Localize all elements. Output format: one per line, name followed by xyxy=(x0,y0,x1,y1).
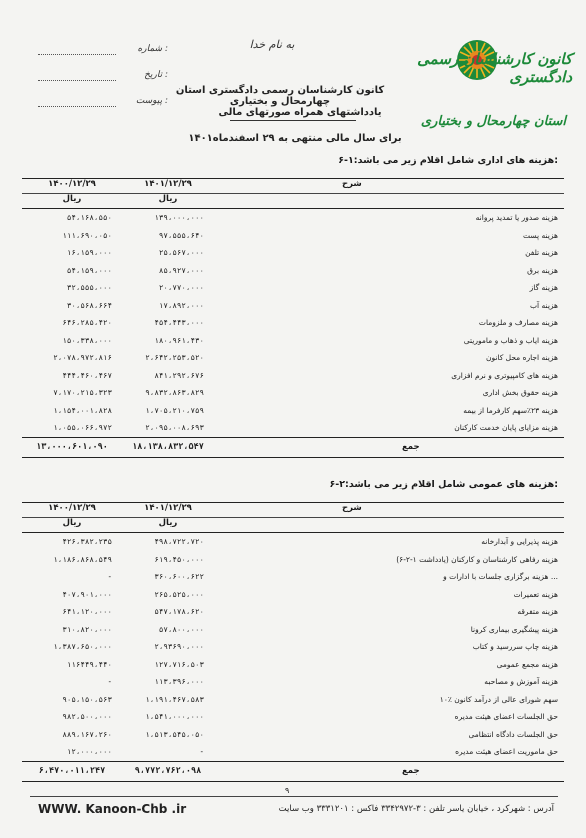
cell-prev xyxy=(22,586,122,604)
cell-prev xyxy=(22,262,122,280)
cell-desc: هزینه گاز xyxy=(529,283,558,292)
cell-desc: هزینه برق xyxy=(527,265,558,275)
value-cur: ۵۴۷،۱۷۸،۶۲۰ xyxy=(154,607,204,616)
bismillah: به نام خدا xyxy=(249,38,295,51)
value-cur: - xyxy=(199,747,204,756)
cell-prev xyxy=(22,673,122,691)
value-prev: ۱۱۱،۶۹۰،۰۵۰ xyxy=(62,230,112,240)
section2-total-cur: ۹،۷۷۲،۷۶۲،۰۹۸ xyxy=(134,765,202,776)
table-row xyxy=(22,673,564,691)
cell-cur xyxy=(122,367,214,385)
section1-unit-cur: ریال xyxy=(158,194,178,204)
cell-desc: هزینه پذیرایی و آبدارخانه xyxy=(481,537,558,546)
cell-cur xyxy=(122,262,214,280)
cell-cur xyxy=(122,603,214,621)
value-cur: ۴۹۸،۷۲۲،۷۲۰ xyxy=(154,537,204,546)
cell-desc: هزینه ایاب و ذهاب و ماموریتی xyxy=(463,335,558,345)
section1-header-row xyxy=(22,179,564,194)
cell-desc: هزینه تلفن xyxy=(525,248,558,257)
header-title-2: یادداشتهای همراه صورتهای مالی xyxy=(218,107,382,118)
section1-total-label: جمع xyxy=(402,441,420,452)
value-cur: ۸۴۱،۲۹۲،۶۷۶ xyxy=(154,370,204,380)
value-cur: ۸۵،۹۲۷،۰۰۰ xyxy=(158,265,204,275)
value-cur: ۹۷،۵۵۵،۶۴۰ xyxy=(158,230,204,240)
value-cur: ۲،۶۴۲،۲۵۳،۵۲۰ xyxy=(145,353,204,362)
value-cur: ۱،۱۹۱،۴۶۷،۵۸۳ xyxy=(145,694,204,704)
value-cur: ۱۲۷،۷۱۶،۵۰۳ xyxy=(154,659,204,669)
cell-desc: هزینه صدور یا تمدید پروانه xyxy=(475,213,558,222)
value-prev: - xyxy=(107,677,112,686)
section1-col-desc: شرح xyxy=(342,179,362,189)
cell-prev xyxy=(22,367,122,385)
section2-rows xyxy=(22,533,564,761)
cell-desc: هزینه متفرقه xyxy=(517,607,558,616)
value-prev: ۱۵۰،۳۳۸،۰۰۰ xyxy=(62,335,112,345)
table-row xyxy=(22,297,564,315)
value-cur: ۱،۵۱۳،۵۴۵،۰۵۰ xyxy=(145,729,204,739)
value-cur: ۳۶۰،۶۰۰،۶۲۲ xyxy=(154,572,204,581)
table-row xyxy=(22,568,564,586)
page-number: ۹ xyxy=(285,786,290,795)
attachment-field xyxy=(38,96,116,107)
section2-total-row xyxy=(22,761,564,781)
section1-title: ۶-۱:هزینه های اداری شامل اقلام زیر می باشد: xyxy=(338,155,558,166)
title-underline xyxy=(230,120,356,121)
value-prev: ۳۱۰،۸۲۰،۰۰۰ xyxy=(62,624,112,634)
value-prev: ۴۲۶،۳۸۲،۲۳۵ xyxy=(62,537,112,546)
value-prev: ۶۴۱،۱۲۰،۰۰۰ xyxy=(62,607,112,616)
cell-prev xyxy=(22,691,122,709)
number-field xyxy=(38,44,116,55)
value-prev: ۳۲،۵۵۵،۰۰۰ xyxy=(66,283,112,292)
table-row xyxy=(22,402,564,420)
cell-desc: هزینه آب xyxy=(530,300,558,310)
table-row xyxy=(22,726,564,744)
value-prev: ۲،۰۷۸،۹۷۲،۸۱۶ xyxy=(53,353,112,362)
section2-title: ۶-۲:هزینه های عمومی شامل اقلام زیر می باشد: xyxy=(329,479,558,490)
table-row xyxy=(22,384,564,402)
section2-total-label: جمع xyxy=(402,765,420,776)
cell-cur xyxy=(122,227,214,245)
value-prev: ۴۴۴،۴۶۰،۴۶۷ xyxy=(62,370,112,380)
table-row xyxy=(22,603,564,621)
address-text: آدرس : شهرکرد ، خیابان یاسر تلفن : ۳-۳۳۴۲۹۷۲ فاکس : ۳۳۳۱۲۰۱ وب سایت xyxy=(278,804,554,814)
cell-desc: هزینه برگزاری جلسات با ادارات و ... xyxy=(443,572,558,581)
cell-cur xyxy=(122,726,214,744)
cell-desc: هزینه های کامپیوتری و نرم افزاری xyxy=(451,370,558,380)
cell-cur xyxy=(122,314,214,332)
date-row xyxy=(38,70,168,84)
table-row xyxy=(22,209,564,227)
section1-unit-row xyxy=(22,194,564,209)
value-prev: ۱۱۶۴۴۹،۴۴۰ xyxy=(66,659,112,669)
cell-prev xyxy=(22,349,122,367)
cell-desc: هزینه تعمیرات xyxy=(513,589,558,599)
value-cur: ۱۱۳،۳۹۶،۰۰۰ xyxy=(154,677,204,686)
value-prev: ۱،۳۸۷،۶۵۰،۰۰۰ xyxy=(53,642,112,651)
value-prev: ۳۰،۵۶۸،۶۶۴ xyxy=(66,300,112,310)
cell-prev xyxy=(22,297,122,315)
cell-cur xyxy=(122,656,214,674)
cell-cur xyxy=(122,332,214,350)
section2-unit-cur: ریال xyxy=(158,518,178,528)
table-row xyxy=(22,262,564,280)
cell-prev xyxy=(22,638,122,656)
value-prev: ۹۸۲،۵۰۰،۰۰۰ xyxy=(62,712,112,721)
table-row xyxy=(22,367,564,385)
section2-unit-row xyxy=(22,518,564,533)
cell-cur xyxy=(122,586,214,604)
cell-prev xyxy=(22,209,122,227)
cell-prev xyxy=(22,708,122,726)
table-row xyxy=(22,708,564,726)
cell-desc: هزینه پست xyxy=(523,230,558,240)
table-row xyxy=(22,533,564,551)
header-title-1: کانون کارشناسان رسمی دادگستری استان چهارمحال و بختیاری xyxy=(175,85,385,107)
section2-total-prev: ۶،۴۷۰،۰۱۱،۲۴۷ xyxy=(38,765,106,776)
brand-line-2: استان چهارمحال و بختیاری xyxy=(420,114,566,129)
table-row xyxy=(22,656,564,674)
date-label: تاریخ : xyxy=(144,70,168,80)
cell-cur xyxy=(122,621,214,639)
cell-desc: هزینه حقوق بخش اداری xyxy=(482,388,558,397)
cell-cur xyxy=(122,384,214,402)
cell-prev xyxy=(22,384,122,402)
cell-desc: هزینه مزایای پایان خدمت کارکنان xyxy=(454,423,558,432)
cell-prev xyxy=(22,402,122,420)
value-cur: ۱،۷۰۵،۲۱۰،۷۵۹ xyxy=(145,405,204,415)
cell-cur xyxy=(122,244,214,262)
cell-desc: حق ماموریت اعضای هیئت مدیره xyxy=(455,747,558,756)
cell-prev xyxy=(22,314,122,332)
cell-prev xyxy=(22,743,122,761)
value-prev: ۴۰۷،۹۰۱،۰۰۰ xyxy=(62,589,112,599)
value-cur: ۲،۹۳۶۹۰،۰۰۰ xyxy=(154,642,204,651)
table-row xyxy=(22,279,564,297)
value-cur: ۲۶۵،۵۲۵،۰۰۰ xyxy=(154,589,204,599)
brand-line-1: کانون کارشناسان رسمی دادگستری xyxy=(417,50,572,86)
value-prev: ۱،۰۵۵،۰۶۶،۹۷۲ xyxy=(53,423,112,432)
cell-desc: هزینه پیشگیری بیماری کرونا xyxy=(470,624,558,634)
section2-unit-prev: ریال xyxy=(62,518,82,528)
table-row xyxy=(22,314,564,332)
number-label: شماره : xyxy=(137,44,168,54)
website-link[interactable]: WWW. Kanoon-Chb .ir xyxy=(38,802,187,816)
value-cur: ۱۸۰،۹۶۱،۴۳۰ xyxy=(154,335,204,345)
value-prev: ۸۸۹،۱۶۷،۲۶۰ xyxy=(62,729,112,739)
table-row xyxy=(22,349,564,367)
value-prev: ۹۰۵،۱۵۰،۵۶۳ xyxy=(62,694,112,704)
cell-cur xyxy=(122,638,214,656)
cell-prev xyxy=(22,244,122,262)
cell-desc: حق الجلسات دادگاه انتظامی xyxy=(468,729,558,739)
table-row xyxy=(22,332,564,350)
cell-desc: حق الجلسات اعضای هیئت مدیره xyxy=(454,712,558,721)
section1-col-cur: ۱۴۰۱/۱۲/۲۹ xyxy=(144,179,192,189)
section1-table xyxy=(22,178,564,458)
cell-desc: هزینه ۲۳٪سهم کارفرما از بیمه xyxy=(463,405,558,415)
value-cur: ۵۷،۸۰۰،۰۰۰ xyxy=(158,624,204,634)
table-row xyxy=(22,227,564,245)
cell-desc: هزینه رفاهی کارشناسان و کارکنان (یادداشت ۱-۲-۶) xyxy=(396,554,558,564)
cell-cur xyxy=(122,551,214,569)
section2-col-cur: ۱۴۰۱/۱۲/۲۹ xyxy=(144,503,192,513)
value-cur: ۲،۰۹۵،۰۰۸،۶۹۳ xyxy=(145,423,204,432)
value-cur: ۱،۵۴۱،۰۰۰،۰۰۰ xyxy=(145,712,204,721)
cell-prev xyxy=(22,656,122,674)
cell-prev xyxy=(22,533,122,551)
cell-cur xyxy=(122,402,214,420)
header-title-3: برای سال مالی منتهی به ۲۹ اسفندماه۱۴۰۱ xyxy=(188,133,402,144)
value-cur: ۱۳۹،۰۰۰،۰۰۰ xyxy=(154,213,204,222)
cell-prev xyxy=(22,603,122,621)
value-cur: ۲۰،۷۷۰،۰۰۰ xyxy=(158,283,204,292)
cell-cur xyxy=(122,533,214,551)
table-row xyxy=(22,551,564,569)
value-prev: ۱۲،۰۰۰،۰۰۰ xyxy=(66,747,112,756)
attachment-label: پیوست : xyxy=(135,96,168,106)
cell-cur xyxy=(122,349,214,367)
cell-prev xyxy=(22,279,122,297)
section2-col-desc: شرح xyxy=(342,503,362,513)
table-row xyxy=(22,691,564,709)
cell-desc: هزینه چاپ سررسید و کتاب xyxy=(472,642,558,651)
value-prev: ۱،۱۵۴،۰۰۱،۸۲۸ xyxy=(53,405,112,415)
table-row xyxy=(22,419,564,437)
section2-col-prev: ۱۴۰۰/۱۲/۲۹ xyxy=(48,503,96,513)
cell-desc: هزینه اجاره محل کانون xyxy=(485,353,558,362)
table-row xyxy=(22,621,564,639)
value-prev: ۱۶،۱۵۹،۰۰۰ xyxy=(66,248,112,257)
table-row xyxy=(22,638,564,656)
section1-total-cur: ۱۸،۱۳۸،۸۳۲،۵۴۷ xyxy=(132,441,204,452)
cell-cur xyxy=(122,419,214,437)
value-cur: ۱۷،۸۹۲،۰۰۰ xyxy=(158,300,204,310)
cell-cur xyxy=(122,743,214,761)
cell-cur xyxy=(122,708,214,726)
footer xyxy=(30,796,558,827)
value-prev: ۵۴،۱۶۸،۵۵۰ xyxy=(66,213,112,222)
cell-cur xyxy=(122,297,214,315)
cell-desc: هزینه مصارف و ملزومات xyxy=(478,318,558,327)
date-field xyxy=(38,70,116,81)
cell-desc: ۱۰٪ سهم شورای عالی از درآمد کانون xyxy=(439,694,558,704)
value-prev: ۶۴۶،۲۸۵،۴۲۰ xyxy=(62,318,112,327)
cell-desc: هزینه مجمع عمومی xyxy=(496,659,558,669)
section2-table xyxy=(22,502,564,782)
cell-desc: هزینه آموزش و مصاحبه xyxy=(484,677,558,686)
cell-prev xyxy=(22,332,122,350)
value-cur: ۴۵۴،۴۴۳،۰۰۰ xyxy=(154,318,204,327)
section1-unit-prev: ریال xyxy=(62,194,82,204)
value-cur: ۲۵،۵۶۷،۰۰۰ xyxy=(158,248,204,257)
cell-cur xyxy=(122,209,214,227)
cell-prev xyxy=(22,621,122,639)
cell-cur xyxy=(122,279,214,297)
value-prev: - xyxy=(107,572,112,581)
section1-total-prev: ۱۳،۰۰۰،۶۰۱،۰۹۰ xyxy=(36,441,108,452)
section1-total-row xyxy=(22,437,564,457)
cell-prev xyxy=(22,551,122,569)
cell-cur xyxy=(122,673,214,691)
table-row xyxy=(22,244,564,262)
cell-prev xyxy=(22,726,122,744)
table-row xyxy=(22,743,564,761)
value-prev: ۱،۱۸۶،۸۶۸،۵۴۹ xyxy=(53,554,112,564)
value-cur: ۹،۸۳۲،۸۶۳،۸۲۹ xyxy=(145,388,204,397)
cell-prev xyxy=(22,227,122,245)
number-row xyxy=(38,44,168,58)
cell-prev xyxy=(22,568,122,586)
section1-rows xyxy=(22,209,564,437)
section2-header-row xyxy=(22,503,564,518)
cell-cur xyxy=(122,691,214,709)
section1-col-prev: ۱۴۰۰/۱۲/۲۹ xyxy=(48,179,96,189)
cell-cur xyxy=(122,568,214,586)
value-prev: ۵۴،۱۵۹،۰۰۰ xyxy=(66,265,112,275)
value-cur: ۶۱۹،۴۵۰،۰۰۰ xyxy=(154,554,204,564)
attachment-row xyxy=(38,96,168,110)
table-row xyxy=(22,586,564,604)
cell-prev xyxy=(22,419,122,437)
value-prev: ۷،۱۷۰،۲۱۵،۳۲۳ xyxy=(53,388,112,397)
